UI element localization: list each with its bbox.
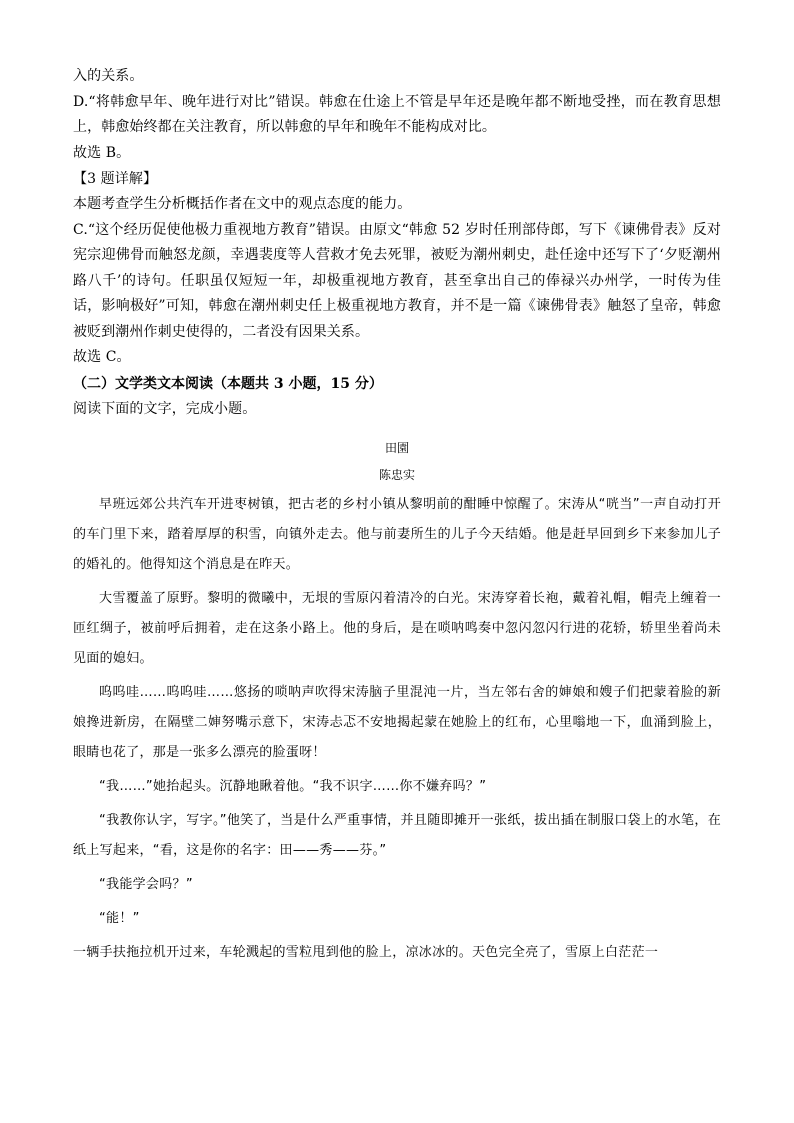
- answer-c: 故选 C。: [73, 349, 131, 365]
- story-paragraph: “能！”: [99, 911, 140, 926]
- section-title: （二）文学类文本阅读（本题共 3 小题，15 分）: [73, 375, 383, 392]
- story-paragraph: “我教你认字，写字。”他笑了，当是什么严重事情，并且随即摊开一张纸，拔出插在制服口袋上的水笔，在纸上写起来，“看，这是你的名字：田——秀——芬。”: [73, 813, 721, 858]
- story-paragraph: 大雪覆盖了原野。黎明的微曦中，无垠的雪原闪着清冷的白光。宋涛穿着长袍，戴着礼帽，帽壳上缠着一匝红绸子，被前呼后拥着，走在这条小路上。他的身后，是在唢呐鸣奏中忽闪忽闪行进的花轿，轿里坐着尚未见面的媳妇。: [73, 591, 721, 666]
- question-3-intro: 本题考查学生分析概括作者在文中的观点态度的能力。: [73, 196, 412, 212]
- option-c-analysis: C.“这个经历促使他极力重视地方教育”错误。由原文“韩愈 52 岁时任刑部侍郎，写下《谏佛骨表》反对宪宗迎佛骨而触怒龙颜，幸遇裴度等人营救才免去死罪，被贬为潮州刺史，赴任途中还写下了‘夕贬潮州路八千’的诗句。任职虽仅短短一年，却极重视地方教育，甚至拿出自己的俸禄兴办州学，一时传为佳话，影响极好”可知，韩愈在潮州刺史任上极重视地方教育，并不是一篇《谏佛骨表》触怒了皇帝，韩愈被贬到潮州作刺史使得的，二者没有因果关系。: [73, 221, 721, 340]
- story-paragraph: 一辆手扶拖拉机开过来，车轮溅起的雪粒甩到他的脸上，凉冰冰的。天色完全亮了，雪原上白茫茫一: [73, 945, 659, 960]
- story-paragraph: 早班远郊公共汽车开进枣树镇，把古老的乡村小镇从黎明前的酣睡中惊醒了。宋涛从“咣当”一声自动打开的车门里下来，踏着厚厚的积雪，向镇外走去。他与前妻所生的儿子今天结婚。他是赶早回到乡下来参加儿子的婚礼的。他得知这个消息是在昨天。: [73, 497, 721, 572]
- answer-b: 故选 B。: [73, 144, 131, 161]
- section-instruction: 阅读下面的文字，完成小题。: [73, 400, 257, 417]
- option-d-analysis: D.“将韩愈早年、晚年进行对比”错误。韩愈在仕途上不管是早年还是晚年都不断地受挫，而在教育思想上，韩愈始终都在关注教育，所以韩愈的早年和晚年不能构成对比。: [73, 93, 721, 135]
- story-paragraph: “我……”她抬起头。沉静地瞅着他。“我不识字……你不嫌弃吗？”: [99, 779, 487, 794]
- story-title: 田園: [384, 441, 409, 455]
- question-3-header: 【3 题详解】: [73, 171, 158, 187]
- document-page: [73, 64, 721, 972]
- analysis-line-continuation: 入的关系。: [73, 68, 144, 84]
- story-paragraph: “我能学会吗？”: [99, 877, 193, 892]
- story-paragraph: 呜呜哇……呜呜哇……悠扬的唢呐声吹得宋涛脑子里混沌一片，当左邻右舍的婶娘和嫂子们把蒙着脸的新娘搀进新房，在隔壁二婶努嘴示意下，宋涛忐忑不安地揭起蒙在她脸上的红布，心里嗡地一下，血涌到脸上，眼睛也花了，那是一张多么漂亮的脸蛋呀！: [73, 685, 721, 760]
- story-author: 陈忠实: [378, 468, 415, 482]
